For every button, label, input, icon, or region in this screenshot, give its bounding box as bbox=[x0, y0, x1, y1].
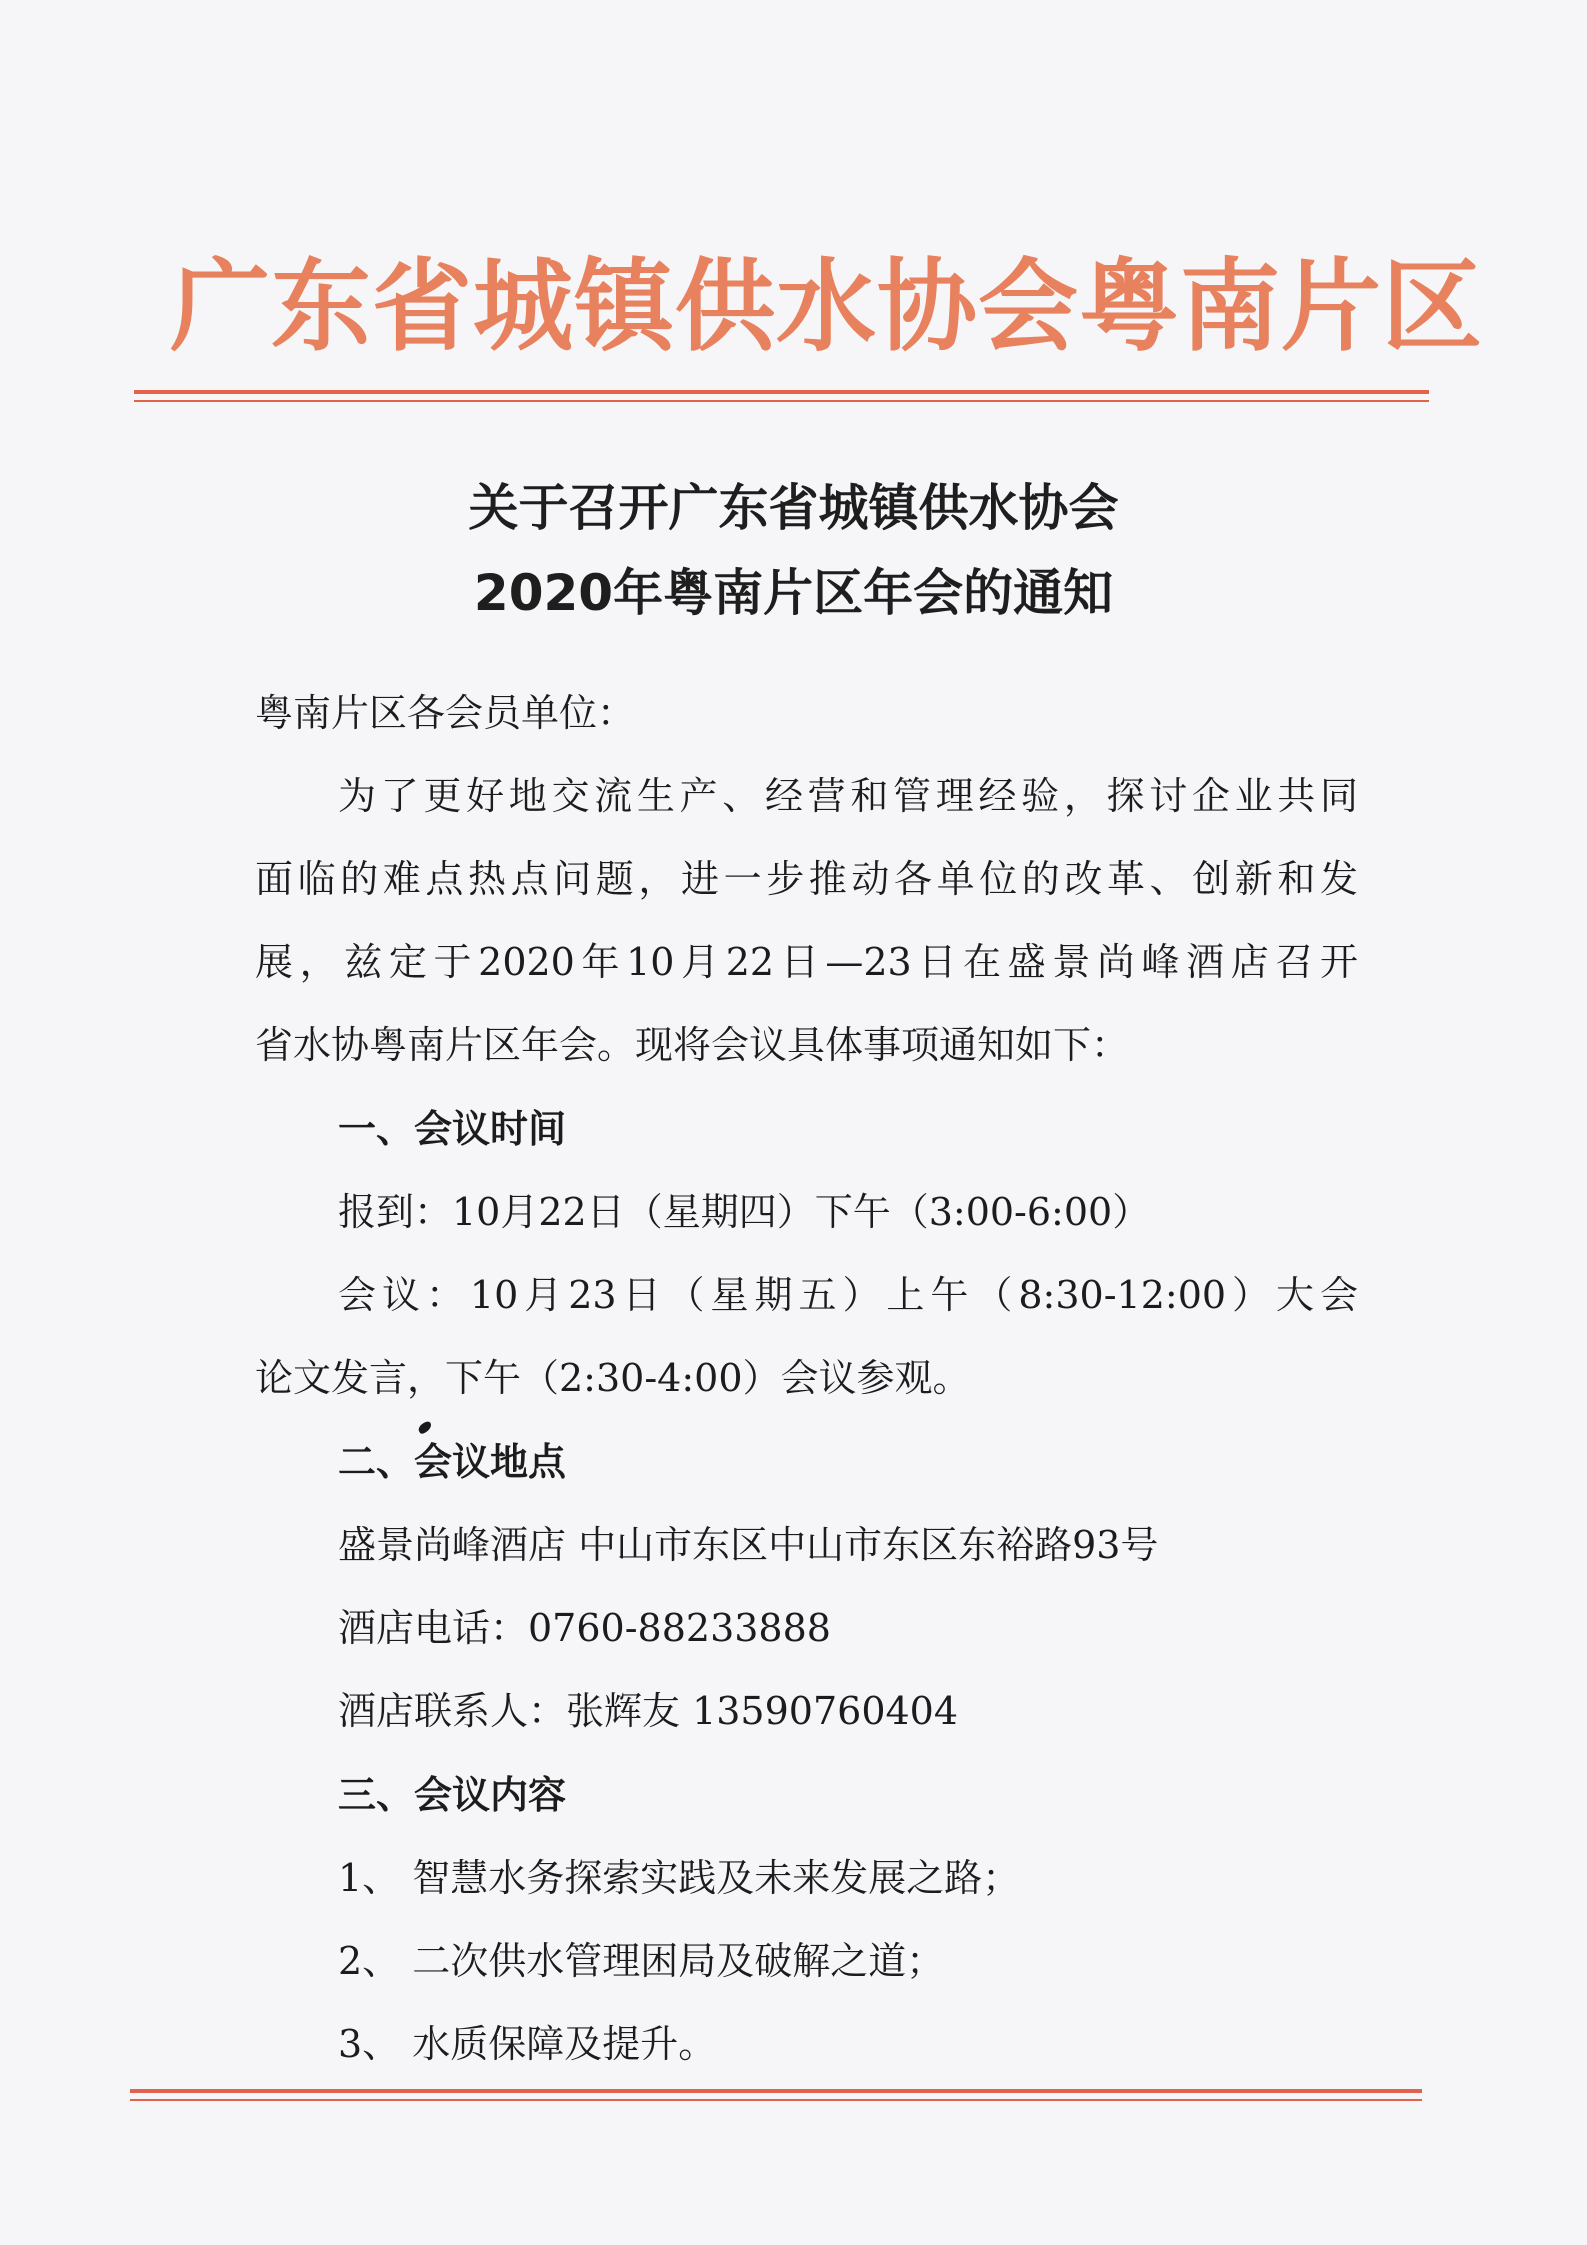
section-heading-location: 二、会议地点 bbox=[338, 1440, 567, 1484]
footer-rule-top bbox=[130, 2089, 1422, 2093]
meeting-time-line-2: 论文发言，下午（2:30-4:00）会议参观。 bbox=[255, 1356, 971, 1400]
footer-rule-bottom bbox=[130, 2099, 1422, 2101]
content-item-3: 3、 水质保障及提升。 bbox=[338, 2022, 717, 2066]
letterhead-title: 广东省城镇供水协会粤南片区 bbox=[170, 248, 1483, 365]
salutation: 粤南片区各会员单位： bbox=[255, 691, 636, 735]
hotel-contact: 酒店联系人：张辉友 13590760404 bbox=[338, 1689, 959, 1733]
letterhead-rule-bottom bbox=[134, 400, 1429, 402]
hotel-phone: 酒店电话：0760-88233888 bbox=[338, 1606, 831, 1650]
registration-time: 报到：10月22日（星期四）下午（3:00-6:00） bbox=[338, 1190, 1151, 1234]
meeting-time-line-1: 会议：10月23日（星期五）上午（8:30-12:00）大会 bbox=[338, 1273, 1358, 1317]
section-heading-time: 一、会议时间 bbox=[338, 1107, 567, 1151]
intro-line-3: 展，兹定于2020年10月22日—23日在盛景尚峰酒店召开 bbox=[255, 940, 1358, 984]
section-heading-content: 三、会议内容 bbox=[338, 1773, 567, 1817]
hotel-address: 盛景尚峰酒店 中山市东区中山市东区东裕路93号 bbox=[338, 1523, 1159, 1567]
content-item-2: 2、 二次供水管理困局及破解之道； bbox=[338, 1939, 945, 1983]
document-title-line-2: 2020年粤南片区年会的通知 bbox=[473, 564, 1114, 622]
content-item-1: 1、 智慧水务探索实践及未来发展之路； bbox=[338, 1856, 1021, 1900]
document-title-line-1: 关于召开广东省城镇供水协会 bbox=[468, 479, 1119, 537]
intro-line-4: 省水协粤南片区年会。现将会议具体事项通知如下： bbox=[255, 1023, 1130, 1067]
intro-line-1: 为了更好地交流生产、经营和管理经验，探讨企业共同 bbox=[338, 774, 1358, 818]
letterhead-rule-top bbox=[134, 390, 1429, 394]
intro-line-2: 面临的难点热点问题，进一步推动各单位的改革、创新和发 bbox=[255, 857, 1358, 901]
